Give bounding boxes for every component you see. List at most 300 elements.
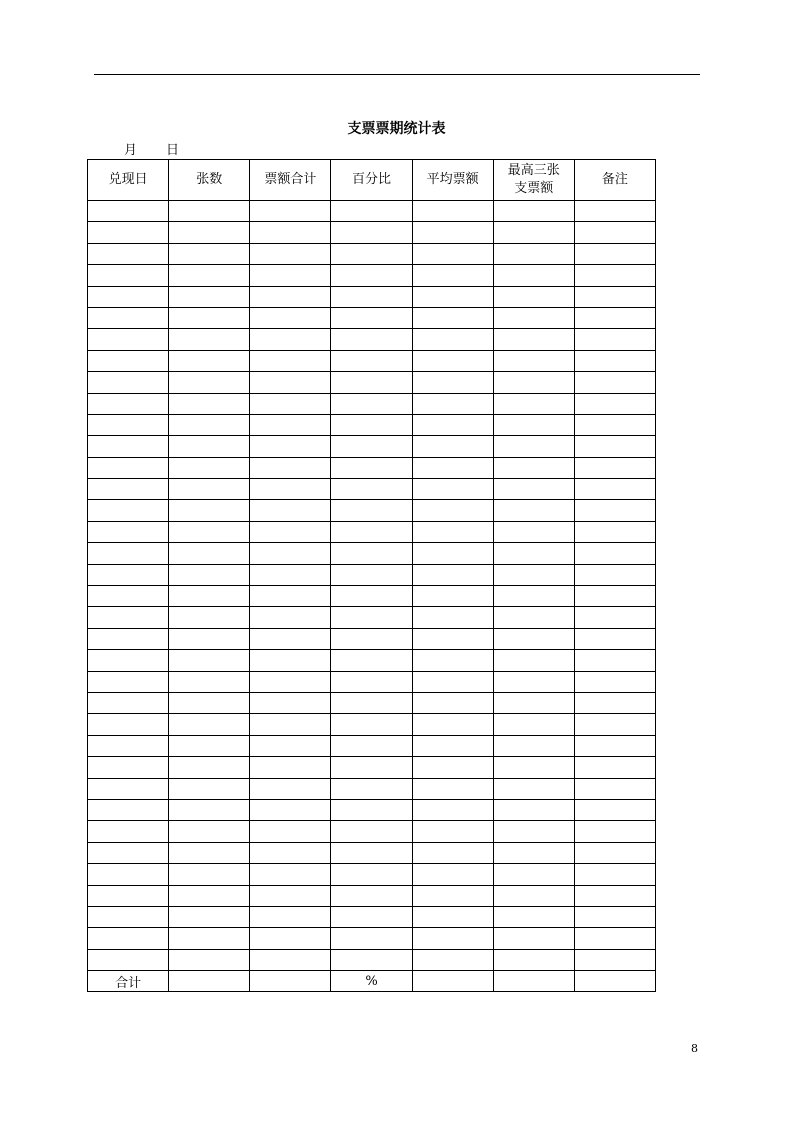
table-cell[interactable] xyxy=(574,436,655,457)
table-cell[interactable] xyxy=(412,307,493,328)
table-cell[interactable] xyxy=(412,457,493,478)
table-header-row xyxy=(88,160,656,201)
table-cell[interactable] xyxy=(250,671,331,692)
table-row xyxy=(88,864,656,885)
table-cell[interactable] xyxy=(412,543,493,564)
table-cell[interactable] xyxy=(169,885,250,906)
table-row xyxy=(88,799,656,820)
table-cell[interactable] xyxy=(169,479,250,500)
table-cell[interactable] xyxy=(331,671,412,692)
table-cell[interactable] xyxy=(88,222,169,243)
table-cell[interactable] xyxy=(331,307,412,328)
table-cell[interactable] xyxy=(88,243,169,264)
table-cell[interactable] xyxy=(574,564,655,585)
table-cell[interactable] xyxy=(169,543,250,564)
table-cell[interactable] xyxy=(493,265,574,286)
table-cell[interactable] xyxy=(250,372,331,393)
table-cell[interactable] xyxy=(88,799,169,820)
table-cell[interactable] xyxy=(331,500,412,521)
table-cell[interactable] xyxy=(412,714,493,735)
table-cell[interactable] xyxy=(88,393,169,414)
table-cell[interactable] xyxy=(493,949,574,970)
table-cell[interactable] xyxy=(331,735,412,756)
table-row xyxy=(88,928,656,949)
table-cell[interactable] xyxy=(493,307,574,328)
table-cell[interactable] xyxy=(493,243,574,264)
table-row xyxy=(88,885,656,906)
table-cell[interactable] xyxy=(250,393,331,414)
table-cell[interactable] xyxy=(250,543,331,564)
table-cell[interactable] xyxy=(412,778,493,799)
table-cell[interactable] xyxy=(169,586,250,607)
table-row xyxy=(88,265,656,286)
table-cell[interactable] xyxy=(250,222,331,243)
table-cell[interactable] xyxy=(88,329,169,350)
table-cell[interactable] xyxy=(574,372,655,393)
table-cell[interactable] xyxy=(574,842,655,863)
table-row xyxy=(88,778,656,799)
table-cell[interactable] xyxy=(574,928,655,949)
table-cell[interactable] xyxy=(88,350,169,371)
table-cell[interactable] xyxy=(88,307,169,328)
table-cell[interactable] xyxy=(412,414,493,435)
table-cell[interactable] xyxy=(169,671,250,692)
table-cell[interactable] xyxy=(88,821,169,842)
table-cell[interactable] xyxy=(574,479,655,500)
table-row xyxy=(88,201,656,222)
table-cell[interactable] xyxy=(88,906,169,927)
table-cell[interactable] xyxy=(88,286,169,307)
table-cell[interactable] xyxy=(412,607,493,628)
table-cell[interactable] xyxy=(493,628,574,649)
table-cell[interactable] xyxy=(412,906,493,927)
table-cell[interactable] xyxy=(574,265,655,286)
table-cell[interactable] xyxy=(412,586,493,607)
table-cell[interactable] xyxy=(574,885,655,906)
month-label: 月 xyxy=(124,143,138,158)
table-cell[interactable] xyxy=(88,457,169,478)
table-cell[interactable] xyxy=(88,628,169,649)
table-cell[interactable] xyxy=(493,564,574,585)
table-cell[interactable] xyxy=(169,864,250,885)
total-average-cell xyxy=(412,971,493,992)
table-row xyxy=(88,286,656,307)
table-cell[interactable] xyxy=(493,521,574,542)
table-cell[interactable] xyxy=(250,628,331,649)
table-cell[interactable] xyxy=(331,821,412,842)
table-cell[interactable] xyxy=(88,949,169,970)
table-cell[interactable] xyxy=(493,479,574,500)
table-cell[interactable] xyxy=(493,586,574,607)
table-cell[interactable] xyxy=(169,329,250,350)
table-cell[interactable] xyxy=(412,564,493,585)
table-cell[interactable] xyxy=(412,436,493,457)
table-cell[interactable] xyxy=(331,457,412,478)
table-cell[interactable] xyxy=(574,757,655,778)
table-cell[interactable] xyxy=(250,842,331,863)
date-line xyxy=(124,139,179,158)
table-cell[interactable] xyxy=(169,564,250,585)
table-cell[interactable] xyxy=(88,479,169,500)
table-cell[interactable] xyxy=(331,222,412,243)
table-row xyxy=(88,350,656,371)
table-cell[interactable] xyxy=(88,543,169,564)
table-cell[interactable] xyxy=(493,543,574,564)
table-cell[interactable] xyxy=(412,521,493,542)
table-cell[interactable] xyxy=(493,650,574,671)
table-cell[interactable] xyxy=(331,885,412,906)
table-cell[interactable] xyxy=(169,821,250,842)
table-cell[interactable] xyxy=(493,350,574,371)
table-cell[interactable] xyxy=(169,307,250,328)
table-cell[interactable] xyxy=(574,543,655,564)
header-cell-percentage: 百分比 xyxy=(331,160,412,201)
table-row xyxy=(88,628,656,649)
table-cell[interactable] xyxy=(493,201,574,222)
table-cell[interactable] xyxy=(331,350,412,371)
table-cell[interactable] xyxy=(574,414,655,435)
table-cell[interactable] xyxy=(412,479,493,500)
table-cell[interactable] xyxy=(412,350,493,371)
table-cell[interactable] xyxy=(88,757,169,778)
table-total-row xyxy=(88,971,656,992)
table-cell[interactable] xyxy=(250,735,331,756)
table-cell[interactable] xyxy=(250,307,331,328)
table-cell[interactable] xyxy=(331,949,412,970)
table-cell[interactable] xyxy=(169,457,250,478)
table-cell[interactable] xyxy=(574,329,655,350)
table-cell[interactable] xyxy=(88,607,169,628)
table-cell[interactable] xyxy=(169,500,250,521)
table-cell[interactable] xyxy=(331,286,412,307)
table-cell[interactable] xyxy=(574,692,655,713)
table-cell[interactable] xyxy=(250,414,331,435)
table-cell[interactable] xyxy=(412,201,493,222)
table-cell[interactable] xyxy=(88,842,169,863)
table-cell[interactable] xyxy=(88,500,169,521)
table-cell[interactable] xyxy=(169,842,250,863)
table-cell[interactable] xyxy=(493,864,574,885)
table-cell[interactable] xyxy=(493,222,574,243)
table-cell[interactable] xyxy=(331,586,412,607)
table-cell[interactable] xyxy=(412,222,493,243)
table-row xyxy=(88,329,656,350)
table-row xyxy=(88,564,656,585)
table-cell[interactable] xyxy=(493,414,574,435)
table-cell[interactable] xyxy=(331,928,412,949)
table-cell[interactable] xyxy=(331,799,412,820)
header-rule xyxy=(94,74,700,75)
table-row xyxy=(88,457,656,478)
table-cell[interactable] xyxy=(493,671,574,692)
table-cell[interactable] xyxy=(493,714,574,735)
table-cell[interactable] xyxy=(250,521,331,542)
table-cell[interactable] xyxy=(331,864,412,885)
total-remarks-cell xyxy=(574,971,655,992)
total-top-three-cell xyxy=(493,971,574,992)
table-cell[interactable] xyxy=(331,436,412,457)
table-cell[interactable] xyxy=(412,628,493,649)
table-cell[interactable] xyxy=(169,222,250,243)
table-cell[interactable] xyxy=(574,607,655,628)
table-cell[interactable] xyxy=(88,864,169,885)
table-cell[interactable] xyxy=(493,906,574,927)
table-cell[interactable] xyxy=(88,650,169,671)
table-cell[interactable] xyxy=(331,714,412,735)
table-cell[interactable] xyxy=(250,714,331,735)
table-cell[interactable] xyxy=(88,436,169,457)
header-cell-count: 张数 xyxy=(169,160,250,201)
table-cell[interactable] xyxy=(574,222,655,243)
table-cell[interactable] xyxy=(250,799,331,820)
table-cell[interactable] xyxy=(412,692,493,713)
table-row xyxy=(88,821,656,842)
table-cell[interactable] xyxy=(169,436,250,457)
table-cell[interactable] xyxy=(88,201,169,222)
table-cell[interactable] xyxy=(169,350,250,371)
table-cell[interactable] xyxy=(169,414,250,435)
table-cell[interactable] xyxy=(574,949,655,970)
table-cell[interactable] xyxy=(88,414,169,435)
table-row xyxy=(88,906,656,927)
table-cell[interactable] xyxy=(574,201,655,222)
table-cell[interactable] xyxy=(331,543,412,564)
table-cell[interactable] xyxy=(412,949,493,970)
table-cell[interactable] xyxy=(88,735,169,756)
table-cell[interactable] xyxy=(169,265,250,286)
table-cell[interactable] xyxy=(493,393,574,414)
table-cell[interactable] xyxy=(331,393,412,414)
table-cell[interactable] xyxy=(574,586,655,607)
table-cell[interactable] xyxy=(412,393,493,414)
table-cell[interactable] xyxy=(412,842,493,863)
table-cell[interactable] xyxy=(574,500,655,521)
table-row xyxy=(88,671,656,692)
table-cell[interactable] xyxy=(331,372,412,393)
table-cell[interactable] xyxy=(574,650,655,671)
table-cell[interactable] xyxy=(493,928,574,949)
table-cell[interactable] xyxy=(88,714,169,735)
table-cell[interactable] xyxy=(493,885,574,906)
table-cell[interactable] xyxy=(412,286,493,307)
table-cell[interactable] xyxy=(169,607,250,628)
table-cell[interactable] xyxy=(574,778,655,799)
table-cell[interactable] xyxy=(169,928,250,949)
table-cell[interactable] xyxy=(331,757,412,778)
table-cell[interactable] xyxy=(331,607,412,628)
table-cell[interactable] xyxy=(493,457,574,478)
header-cell-amount-total: 票额合计 xyxy=(250,160,331,201)
table-row xyxy=(88,650,656,671)
table-cell[interactable] xyxy=(169,372,250,393)
table-cell[interactable] xyxy=(250,500,331,521)
table-cell[interactable] xyxy=(412,671,493,692)
table-cell[interactable] xyxy=(331,201,412,222)
table-cell[interactable] xyxy=(574,393,655,414)
table-cell[interactable] xyxy=(493,799,574,820)
table-cell[interactable] xyxy=(250,757,331,778)
table-cell[interactable] xyxy=(250,650,331,671)
table-cell[interactable] xyxy=(493,500,574,521)
table-cell[interactable] xyxy=(493,329,574,350)
table-row xyxy=(88,714,656,735)
table-cell[interactable] xyxy=(574,457,655,478)
table-cell[interactable] xyxy=(88,778,169,799)
table-cell[interactable] xyxy=(493,692,574,713)
table-cell[interactable] xyxy=(412,265,493,286)
table-cell[interactable] xyxy=(331,521,412,542)
table-cell[interactable] xyxy=(493,436,574,457)
table-cell[interactable] xyxy=(250,436,331,457)
table-cell[interactable] xyxy=(493,757,574,778)
table-cell[interactable] xyxy=(250,607,331,628)
table-cell[interactable] xyxy=(88,372,169,393)
table-cell[interactable] xyxy=(331,650,412,671)
table-row xyxy=(88,842,656,863)
table-cell[interactable] xyxy=(493,607,574,628)
document-title: 支票票期统计表 xyxy=(347,121,446,137)
table-cell[interactable] xyxy=(169,906,250,927)
table-cell[interactable] xyxy=(169,778,250,799)
table-cell[interactable] xyxy=(250,949,331,970)
table-cell[interactable] xyxy=(331,329,412,350)
table-cell[interactable] xyxy=(493,778,574,799)
table-cell[interactable] xyxy=(250,692,331,713)
table-cell[interactable] xyxy=(250,885,331,906)
table-cell[interactable] xyxy=(412,650,493,671)
table-cell[interactable] xyxy=(169,628,250,649)
table-cell[interactable] xyxy=(574,864,655,885)
header-cell-average-amount: 平均票额 xyxy=(412,160,493,201)
table-cell[interactable] xyxy=(250,457,331,478)
table-cell[interactable] xyxy=(331,778,412,799)
table-cell[interactable] xyxy=(412,735,493,756)
table-cell[interactable] xyxy=(412,329,493,350)
table-cell[interactable] xyxy=(88,586,169,607)
table-cell[interactable] xyxy=(169,393,250,414)
table-cell[interactable] xyxy=(250,329,331,350)
total-amount-cell xyxy=(250,971,331,992)
table-row xyxy=(88,586,656,607)
table-cell[interactable] xyxy=(250,586,331,607)
table-cell[interactable] xyxy=(331,265,412,286)
table-cell[interactable] xyxy=(493,842,574,863)
table-cell[interactable] xyxy=(169,243,250,264)
table-cell[interactable] xyxy=(574,799,655,820)
table-cell[interactable] xyxy=(88,671,169,692)
table-cell[interactable] xyxy=(250,821,331,842)
table-cell[interactable] xyxy=(331,479,412,500)
table-cell[interactable] xyxy=(88,521,169,542)
table-row xyxy=(88,757,656,778)
table-cell[interactable] xyxy=(412,243,493,264)
table-cell[interactable] xyxy=(169,201,250,222)
table-row xyxy=(88,543,656,564)
table-cell[interactable] xyxy=(169,521,250,542)
table-body xyxy=(88,201,656,971)
table-cell[interactable] xyxy=(169,286,250,307)
table-cell[interactable] xyxy=(88,265,169,286)
table-cell[interactable] xyxy=(169,949,250,970)
table-cell[interactable] xyxy=(493,286,574,307)
table-row xyxy=(88,414,656,435)
table-cell[interactable] xyxy=(88,885,169,906)
table-cell[interactable] xyxy=(331,692,412,713)
table-cell[interactable] xyxy=(250,928,331,949)
table-cell[interactable] xyxy=(250,479,331,500)
table-cell[interactable] xyxy=(493,821,574,842)
table-row xyxy=(88,521,656,542)
table-cell[interactable] xyxy=(412,372,493,393)
table-cell[interactable] xyxy=(412,885,493,906)
total-count-cell xyxy=(169,971,250,992)
table-cell[interactable] xyxy=(88,928,169,949)
table-cell[interactable] xyxy=(331,628,412,649)
table-cell[interactable] xyxy=(88,564,169,585)
table-cell[interactable] xyxy=(493,735,574,756)
table-cell[interactable] xyxy=(331,414,412,435)
table-cell[interactable] xyxy=(574,735,655,756)
table-cell[interactable] xyxy=(169,714,250,735)
table-cell[interactable] xyxy=(250,286,331,307)
check-term-statistics-table xyxy=(87,159,656,992)
table-cell[interactable] xyxy=(574,307,655,328)
table-cell[interactable] xyxy=(250,864,331,885)
table-cell[interactable] xyxy=(412,864,493,885)
table-cell[interactable] xyxy=(574,628,655,649)
table-cell[interactable] xyxy=(250,243,331,264)
table-cell[interactable] xyxy=(250,906,331,927)
table-cell[interactable] xyxy=(412,821,493,842)
table-cell[interactable] xyxy=(412,757,493,778)
table-cell[interactable] xyxy=(250,201,331,222)
table-cell[interactable] xyxy=(574,906,655,927)
table-cell[interactable] xyxy=(250,778,331,799)
table-cell[interactable] xyxy=(169,735,250,756)
table-row xyxy=(88,735,656,756)
table-cell[interactable] xyxy=(250,265,331,286)
table-cell[interactable] xyxy=(574,821,655,842)
table-row xyxy=(88,372,656,393)
table-cell[interactable] xyxy=(412,928,493,949)
table-cell[interactable] xyxy=(169,650,250,671)
table-cell[interactable] xyxy=(574,521,655,542)
table-cell[interactable] xyxy=(412,799,493,820)
table-cell[interactable] xyxy=(331,564,412,585)
table-row xyxy=(88,307,656,328)
header-cell-redemption-date: 兑现日 xyxy=(88,160,169,201)
table-cell[interactable] xyxy=(574,243,655,264)
table-cell[interactable] xyxy=(574,714,655,735)
table-cell[interactable] xyxy=(88,692,169,713)
table-cell[interactable] xyxy=(574,350,655,371)
table-cell[interactable] xyxy=(331,243,412,264)
table-cell[interactable] xyxy=(331,842,412,863)
table-cell[interactable] xyxy=(574,671,655,692)
table-cell[interactable] xyxy=(493,372,574,393)
table-cell[interactable] xyxy=(169,757,250,778)
table-cell[interactable] xyxy=(331,906,412,927)
table-cell[interactable] xyxy=(169,692,250,713)
total-percentage-cell: % xyxy=(331,971,412,992)
table-row xyxy=(88,222,656,243)
table-cell[interactable] xyxy=(250,564,331,585)
table-cell[interactable] xyxy=(574,286,655,307)
table-cell[interactable] xyxy=(250,350,331,371)
table-cell[interactable] xyxy=(412,500,493,521)
header-cell-remarks: 备注 xyxy=(574,160,655,201)
table-cell[interactable] xyxy=(169,799,250,820)
